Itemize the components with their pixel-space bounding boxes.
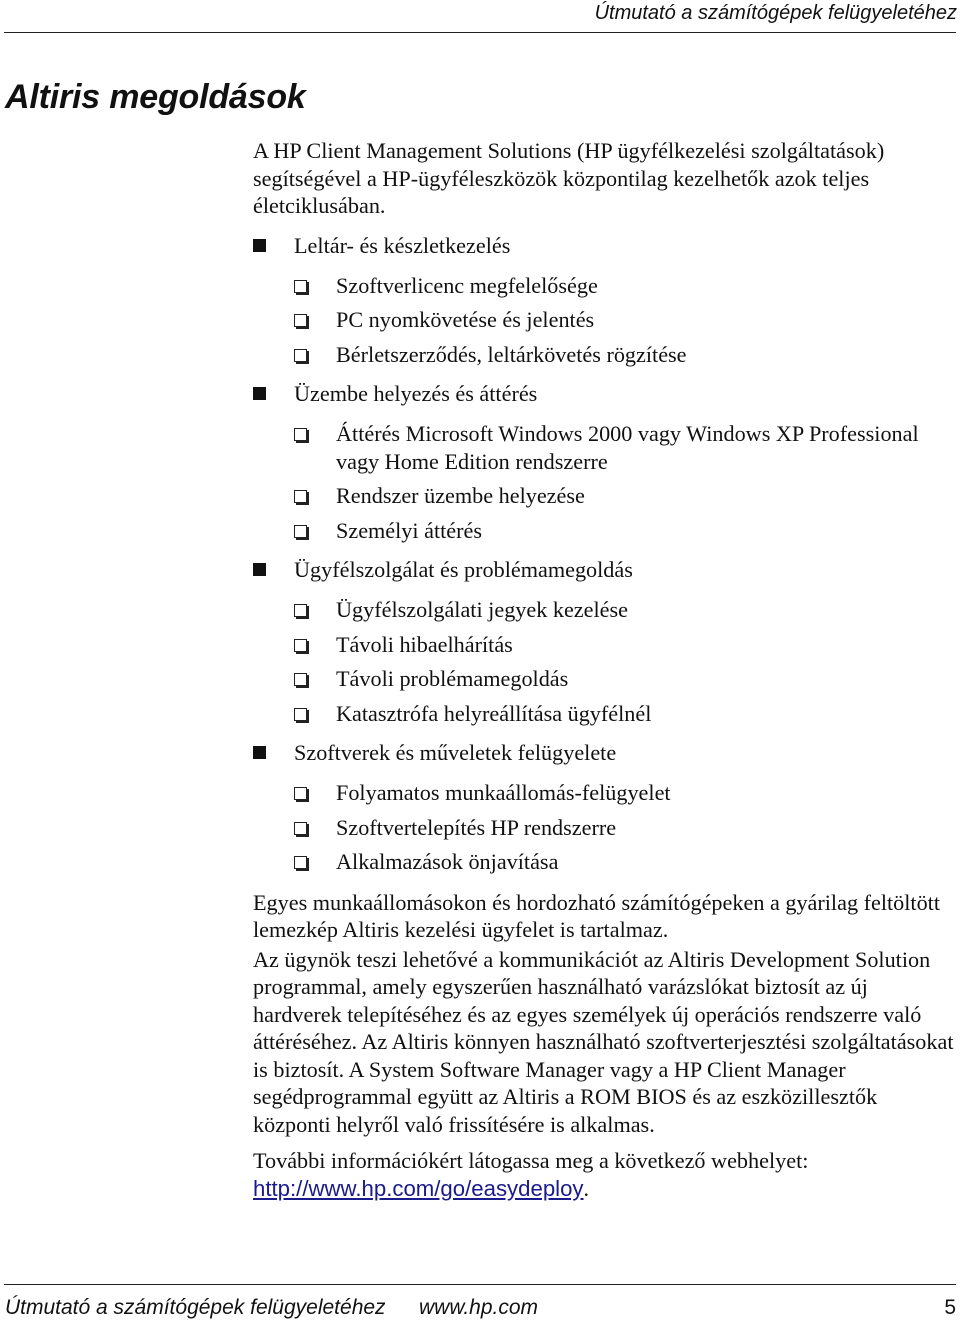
bullet-item bbox=[253, 380, 958, 407]
box-bullet-icon bbox=[294, 673, 307, 686]
sub-bullet-item bbox=[253, 665, 958, 693]
easydeploy-link[interactable]: http://www.hp.com/go/easydeploy bbox=[253, 1175, 584, 1201]
bullet-item bbox=[253, 556, 958, 583]
box-bullet-icon bbox=[294, 525, 307, 538]
box-bullet-icon bbox=[294, 708, 307, 721]
header-rule bbox=[4, 32, 956, 33]
bullet-label: Üzembe helyezés és áttérés bbox=[294, 381, 538, 406]
sub-bullet-label: Távoli hibaelhárítás bbox=[336, 631, 513, 657]
sub-bullet-item bbox=[253, 848, 958, 876]
sub-bullet-label: PC nyomkövetése és jelentés bbox=[336, 307, 595, 332]
sub-bullet-label: Ügyfélszolgálati jegyek kezelése bbox=[336, 597, 629, 622]
sub-bullet-item bbox=[253, 631, 958, 659]
sub-bullet-label: Szoftverlicenc megfelelősége bbox=[336, 272, 598, 298]
sub-bullet-item bbox=[253, 700, 958, 728]
sub-bullet-label: Rendszer üzembe helyezése bbox=[336, 483, 585, 508]
link-trailing-period: . bbox=[583, 1175, 590, 1201]
sub-bullet-item bbox=[253, 517, 958, 545]
sub-bullet-item bbox=[253, 420, 958, 475]
bullet-label: Leltár- és készletkezelés bbox=[294, 232, 511, 258]
sub-bullet-item bbox=[253, 482, 958, 510]
more-info-text: További információkért látogassa meg a következő webhelyet: bbox=[253, 1148, 809, 1173]
square-bullet-icon bbox=[253, 387, 266, 400]
box-bullet-icon bbox=[294, 604, 307, 617]
footer-rule bbox=[4, 1284, 956, 1285]
box-bullet-icon bbox=[294, 280, 307, 293]
paragraph-agent: Az ügynök teszi lehetővé a kommunikációt az Altiris Development Solution programmal, amely egyszerűen használható varázslókat biztosít az új hardverek telepítéséhez és az egyes személyek új operációs rendszerre való áttéréséhez. Az Altiris könnyen használható szoftverterjesztési szolgáltatásokat is biztosít. A System Software Manager vagy a HP Client Manager segédprogrammal együtt az Altiris a ROM BIOS és az eszközillesztők központi helyről való frissítésére is alkalmas. bbox=[253, 946, 954, 1137]
bullet-label: Ügyfélszolgálat és problémamegoldás bbox=[294, 557, 633, 582]
box-bullet-icon bbox=[294, 428, 307, 441]
box-bullet-icon bbox=[294, 856, 307, 869]
bullet-item bbox=[253, 739, 958, 766]
square-bullet-icon bbox=[253, 563, 266, 576]
square-bullet-icon bbox=[253, 746, 266, 759]
intro-paragraph: A HP Client Management Solutions (HP ügyfélkezelési szolgáltatások) segítségével a HP-ügyféleszközök központilag kezelhetők azok teljes életciklusában. bbox=[253, 138, 885, 218]
box-bullet-icon bbox=[294, 639, 307, 652]
sub-bullet-label: Folyamatos munkaállomás-felügyelet bbox=[336, 780, 671, 805]
sub-bullet-label: Szoftvertelepítés HP rendszerre bbox=[336, 814, 617, 840]
sub-bullet-label: Távoli problémamegoldás bbox=[336, 666, 569, 691]
sub-bullet-label: Személyi áttérés bbox=[336, 517, 483, 543]
bullet-item bbox=[253, 232, 958, 259]
sub-bullet-item bbox=[253, 341, 958, 369]
square-bullet-icon bbox=[253, 239, 266, 252]
sub-bullet-item bbox=[253, 306, 958, 334]
sub-bullet-item bbox=[253, 814, 958, 842]
sub-bullet-label: Áttérés Microsoft Windows 2000 vagy Windows XP Professional vagy Home Edition rendszerre bbox=[336, 421, 919, 474]
bullet-label: Szoftverek és műveletek felügyelete bbox=[294, 740, 617, 765]
box-bullet-icon bbox=[294, 490, 307, 503]
sub-bullet-label: Katasztrófa helyreállítása ügyfélnél bbox=[336, 700, 652, 726]
box-bullet-icon bbox=[294, 822, 307, 835]
paragraph-preloaded-image: Egyes munkaállomásokon és hordozható számítógépeken a gyárilag feltöltött lemezkép Altiris kezelési ügyfelet is tartalmaz. bbox=[253, 889, 940, 942]
running-header: Útmutató a számítógépek felügyeletéhez bbox=[594, 2, 957, 24]
sub-bullet-item bbox=[253, 779, 958, 807]
section-title: Altiris megoldások bbox=[5, 78, 306, 116]
box-bullet-icon bbox=[294, 787, 307, 800]
box-bullet-icon bbox=[294, 314, 307, 327]
footer-url: www.hp.com bbox=[419, 1296, 539, 1319]
box-bullet-icon bbox=[294, 349, 307, 362]
footer-title: Útmutató a számítógépek felügyeletéhez bbox=[5, 1296, 386, 1319]
page-number: 5 bbox=[944, 1296, 956, 1319]
sub-bullet-label: Alkalmazások önjavítása bbox=[336, 849, 559, 874]
paragraph-more-info bbox=[253, 1147, 958, 1202]
sub-bullet-item bbox=[253, 596, 958, 624]
sub-bullet-label: Bérletszerződés, leltárkövetés rögzítése bbox=[336, 341, 687, 367]
sub-bullet-item bbox=[253, 272, 958, 300]
body-content bbox=[253, 137, 958, 1202]
